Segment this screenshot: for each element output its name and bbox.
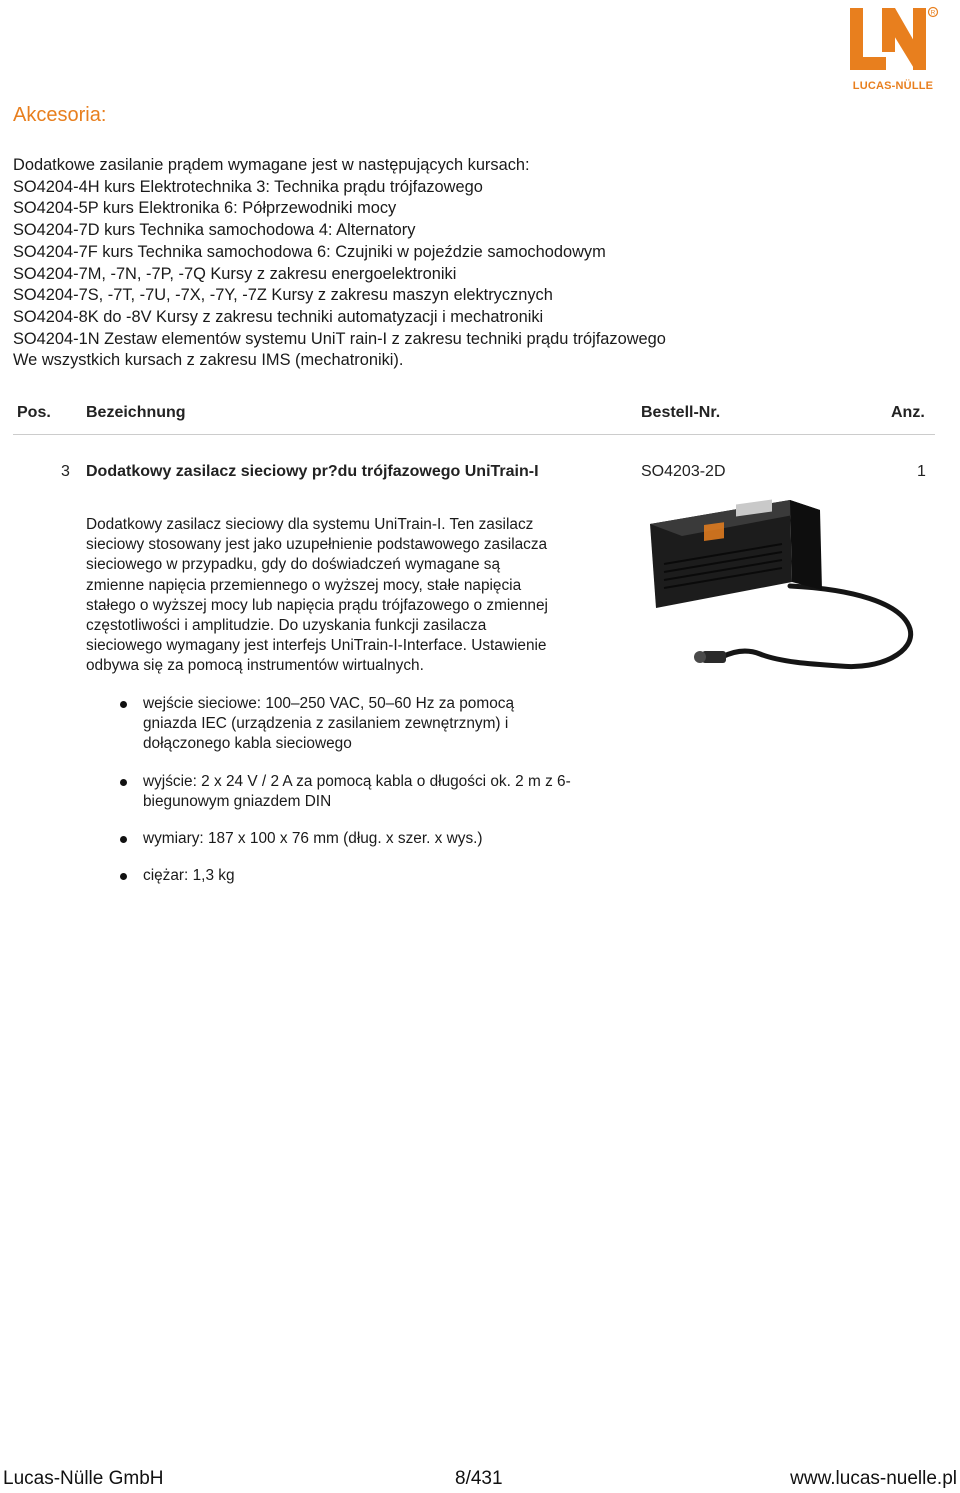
intro-line: SO4204-4H kurs Elektrotechnika 3: Technika prądu trójfazowego (13, 177, 483, 196)
feature-line: gniazda IEC (urządzenia z zasilaniem zewnętrznym) i (143, 715, 509, 733)
feature-line: wejście sieciowe: 100–250 VAC, 50–60 Hz za pomocą (143, 695, 515, 712)
ln-logo-mark (846, 4, 940, 80)
intro-line: SO4204-5P kurs Elektronika 6: Półprzewodniki mocy (13, 199, 397, 218)
description-line: Dodatkowy zasilacz sieciowy dla systemu UniTrain-I. Ten zasilacz (86, 516, 534, 533)
row-name: Dodatkowy zasilacz sieciowy pr?du trójfazowego UniTrain-I (86, 463, 539, 480)
company-logo (846, 4, 940, 94)
bullet-icon (120, 836, 127, 843)
logo-wordmark: LUCAS-NÜLLE (852, 80, 934, 92)
intro-line: SO4204-7D kurs Technika samochodowa 4: Alternatory (13, 221, 416, 240)
description-line: zmienne napięcia przemiennego o wyższej mocy, stałe napięcia (86, 576, 522, 594)
footer-company: Lucas-Nülle GmbH (3, 1468, 164, 1489)
list-item (120, 772, 640, 812)
header-quantity: Anz. (891, 404, 925, 421)
feature-line: biegunowym gniazdem DIN (143, 792, 332, 810)
description-line: stałego o wyższej mocy lub napięcia prądu trójfazowego o zmiennej (86, 596, 548, 614)
table-row (0, 463, 960, 487)
header-pos: Pos. (17, 404, 51, 421)
bullet-icon (120, 873, 127, 880)
header-order-number: Bestell-Nr. (641, 404, 721, 421)
bullet-icon (120, 779, 127, 786)
feature-line: wymiary: 187 x 100 x 76 mm (dług. x szer. x wys.) (143, 830, 483, 848)
intro-line: We wszystkich kursach z zakresu IMS (mechatroniki). (13, 351, 404, 370)
row-pos: 3 (61, 463, 70, 480)
product-image (640, 494, 930, 690)
feature-list (120, 694, 640, 903)
description-line: częstotliwości i amplitudzie. Do uzyskania funkcji zasilacza (86, 617, 487, 635)
svg-text:R: R (930, 9, 936, 17)
page-footer (0, 1468, 960, 1493)
description-line: odbywa się za pomocą instrumentów wirtualnych. (86, 657, 424, 675)
intro-text (13, 155, 913, 372)
feature-line: dołączonego kabla sieciowego (143, 735, 352, 753)
feature-line: wyjście: 2 x 24 V / 2 A za pomocą kabla o długości ok. 2 m z 6- (143, 772, 571, 790)
table-header-divider (13, 434, 935, 435)
intro-line: SO4204-8K do -8V Kursy z zakresu techniki automatyzacji i mechatroniki (13, 307, 544, 326)
row-quantity: 1 (917, 463, 926, 480)
table-header (0, 404, 960, 434)
description-line: sieciowego w przypadku, gdy do doświadczeń wymagane są (86, 556, 501, 574)
row-order-number: SO4203-2D (641, 463, 726, 480)
list-item (120, 694, 640, 755)
intro-line: Dodatkowe zasilanie prądem wymagane jest w następujących kursach: (13, 156, 530, 174)
list-item (120, 829, 640, 849)
section-heading: Akcesoria: (13, 104, 107, 126)
list-item (120, 866, 640, 886)
product-description (86, 515, 626, 677)
intro-line: SO4204-1N Zestaw elementów systemu UniT rain-I z zakresu techniki prądu trójfazowego (13, 329, 666, 348)
footer-page-number: 8/431 (455, 1468, 503, 1489)
feature-line: ciężar: 1,3 kg (143, 867, 235, 885)
description-line: sieciowy stosowany jest jako uzupełnienie podstawowego zasilacza (86, 536, 548, 554)
bullet-icon (120, 701, 127, 708)
footer-website-link[interactable]: www.lucas-nuelle.pl (790, 1468, 957, 1489)
header-name: Bezeichnung (86, 404, 186, 421)
description-line: sieciowego wymagany jest interfejs UniTrain-I-Interface. Ustawienie (86, 637, 547, 655)
intro-line: SO4204-7S, -7T, -7U, -7X, -7Y, -7Z Kursy z zakresu maszyn elektrycznych (13, 286, 553, 305)
intro-line: SO4204-7F kurs Technika samochodowa 6: Czujniki w pojeździe samochodowym (13, 242, 606, 261)
intro-line: SO4204-7M, -7N, -7P, -7Q Kursy z zakresu energoelektroniki (13, 264, 457, 283)
